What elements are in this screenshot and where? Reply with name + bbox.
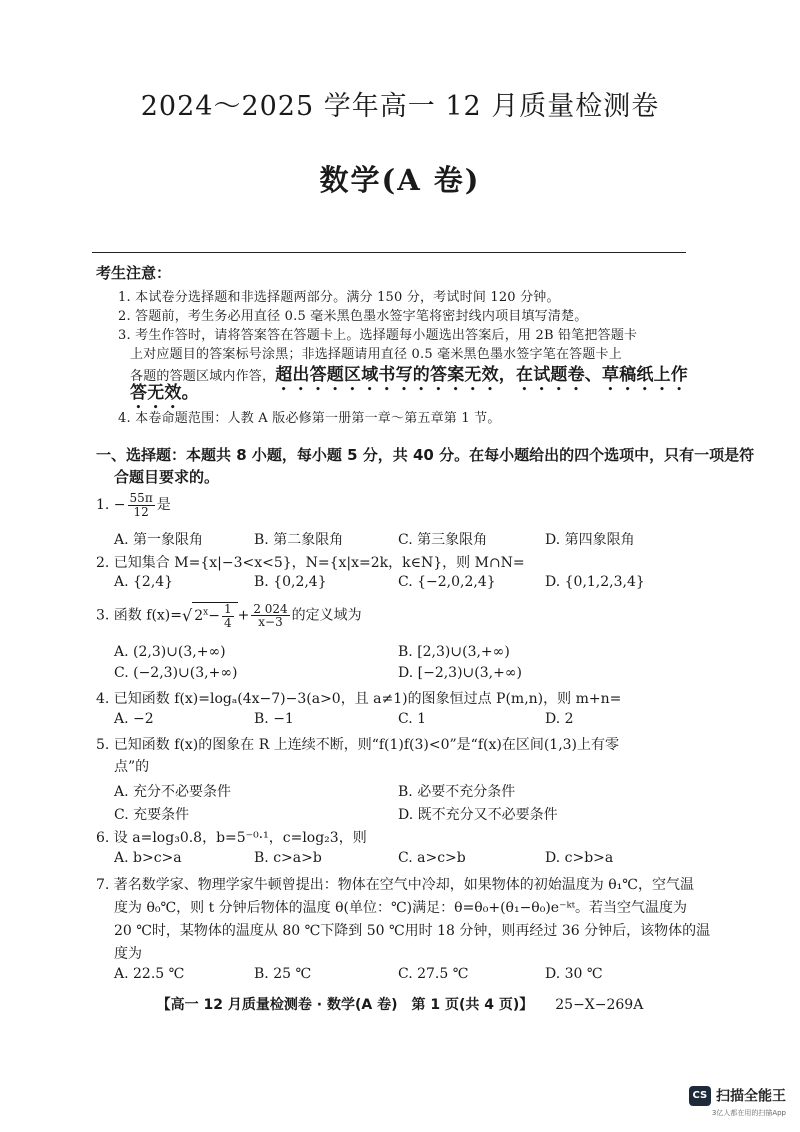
question-7-line2: 度为 θ₀℃，则 t 分钟后物体的温度 θ(单位：℃)满足：θ=θ₀+(θ₁−θ₀)e⁻ᵏᵗ。若当空气温度为 — [114, 900, 688, 916]
question-5-cont: 点”的 — [114, 759, 150, 775]
sqrt-sign: √ — [182, 606, 193, 626]
question-7-line4: 度为 — [114, 946, 142, 962]
q4-option-c: C. 1 — [398, 711, 427, 727]
question-2: 2. 已知集合 M={x|−3<x<5}，N={x|x=2k，k∈N}，则 M∩N= — [96, 555, 525, 571]
q4-option-d: D. 2 — [545, 711, 574, 727]
q6-option-b: B. c>a>b — [254, 850, 322, 866]
q6-option-d: D. c>b>a — [545, 850, 614, 866]
q1-option-b: B. 第二象限角 — [254, 532, 344, 548]
q2-option-b: B. {0,2,4} — [254, 574, 327, 590]
q3-option-b: B. [2,3)∪(3,+∞) — [398, 644, 510, 660]
notice-item-2: 2. 答题前，考生务必用直径 0.5 毫米黑色墨水签字笔将密封线内项目填写清楚。 — [118, 309, 588, 324]
q1-fraction — [128, 492, 155, 518]
q1-option-c: C. 第三象限角 — [398, 532, 488, 548]
question-1 — [96, 492, 171, 518]
notice-item-3-cont2 — [130, 360, 688, 395]
scanner-watermark — [689, 1085, 786, 1118]
q7-option-c: C. 27.5 ℃ — [398, 966, 469, 982]
watermark-tagline: 3亿人都在用的扫描App — [711, 1108, 786, 1117]
q1-prefix: 1. − — [96, 497, 126, 514]
q3-option-a: A. (2,3)∪(3,+∞) — [114, 644, 226, 660]
q3-f2-num: 2 024 — [253, 601, 288, 616]
camscanner-logo-icon: CS — [689, 1086, 711, 1106]
q3-f1-num: 1 — [223, 602, 232, 616]
q3-plus: + — [237, 607, 250, 624]
q3-option-d: D. [−2,3)∪(3,+∞) — [398, 665, 522, 681]
notice-item-1: 1. 本试卷分选择题和非选择题两部分。满分 150 分，考试时间 120 分钟。 — [118, 290, 560, 305]
q7-option-d: D. 30 ℃ — [545, 966, 603, 982]
notice-item-4: 4. 本卷命题范围：人教 A 版必修第一册第一章～第五章第 1 节。 — [118, 411, 501, 426]
q7-option-b: B. 25 ℃ — [254, 966, 312, 982]
notice-heading: 考生注意： — [96, 264, 172, 282]
exam-title: 2024～2025 学年高一 12 月质量检测卷 — [140, 91, 660, 122]
question-4: 4. 已知函数 f(x)=logₐ(4x−7)−3(a>0，且 a≠1)的图象恒过点 P(m,n)，则 m+n= — [96, 691, 622, 707]
notice-item-3-cont: 上对应题目的答案标号涂黑；非选择题请用直径 0.5 毫米黑色墨水签字笔在答题卡上 — [130, 347, 622, 362]
footer-text: 【高一 12 月质量检测卷 · 数学(A 卷) 第 1 页(共 4 页)】 — [156, 997, 534, 1013]
q3-minus: − — [208, 608, 220, 625]
question-6: 6. 设 a=log₃0.8，b=5⁻⁰·¹，c=log₂3，则 — [96, 830, 367, 846]
q3-prefix: 3. 函数 f(x)= — [96, 607, 182, 624]
q2-option-d: D. {0,1,2,3,4} — [545, 574, 645, 590]
q3-f1-den: 4 — [223, 615, 232, 630]
q1-option-a: A. 第一象限角 — [114, 532, 204, 548]
header-divider — [92, 252, 686, 253]
q5-option-b: B. 必要不充分条件 — [398, 784, 516, 800]
question-7-line3: 20 ℃时，某物体的温度从 80 ℃下降到 50 ℃用时 18 分钟，则再经过 36 分钟后，该物体的温 — [114, 923, 711, 939]
section-heading: 一、选择题：本题共 8 小题，每小题 5 分，共 40 分。在每小题给出的四个选项中，只有一项是符 — [96, 446, 755, 464]
q1-denominator: 12 — [133, 504, 149, 519]
q6-option-a: A. b>c>a — [114, 850, 182, 866]
notice-item-3: 3. 考生作答时，请将答案答在答题卡上。选择题每小题选出答案后，用 2B 铅笔把答题卡 — [118, 328, 638, 343]
footer-code: 25−X−269A — [555, 997, 644, 1013]
notice-item-3-plain: 各题的答题区域内作答， — [130, 369, 276, 384]
q3-option-c: C. (−2,3)∪(3,+∞) — [114, 665, 238, 681]
q3-exponent: x — [203, 607, 209, 618]
q6-option-c: C. a>c>b — [398, 850, 466, 866]
q1-numerator: 55π — [129, 491, 153, 505]
exam-subtitle: 数学(A 卷) — [319, 163, 481, 197]
q2-option-c: C. {−2,0,2,4} — [398, 574, 496, 590]
notice-item-3-emphasis-end: 答无效。 — [130, 383, 199, 403]
q3-base: 2 — [194, 608, 204, 625]
q1-suffix: 是 — [156, 497, 171, 514]
q3-fraction-1 — [222, 603, 234, 629]
question-7: 7. 著名数学家、物理学家牛顿曾提出：物体在空气中冷却，如果物体的初始温度为 θ₁℃，空气温 — [96, 877, 694, 893]
q1-option-d: D. 第四象限角 — [545, 532, 635, 548]
q2-option-a: A. {2,4} — [114, 574, 174, 590]
q4-option-a: A. −2 — [114, 711, 154, 727]
watermark-name: 扫描全能王 — [716, 1088, 786, 1105]
q5-option-a: A. 充分不必要条件 — [114, 784, 232, 800]
section-heading-cont: 合题目要求的。 — [114, 468, 220, 486]
notice-item-3-emphasis: 超出答题区域书写的答案无效，在试题卷、草稿纸上作 — [275, 365, 689, 385]
q3-suffix: 的定义域为 — [291, 607, 362, 624]
q5-option-c: C. 充要条件 — [114, 807, 190, 823]
q3-radicand — [192, 602, 237, 629]
q3-f2-den: x−3 — [258, 615, 283, 630]
question-5: 5. 已知函数 f(x)的图象在 R 上连续不断，则“f(1)f(3)<0”是“f(x)在区间(1,3)上有零 — [96, 737, 620, 753]
question-3 — [96, 602, 362, 629]
q7-option-a: A. 22.5 ℃ — [114, 966, 185, 982]
q5-option-d: D. 既不充分又不必要条件 — [398, 807, 558, 823]
page-footer — [0, 994, 800, 1014]
q4-option-b: B. −1 — [254, 711, 294, 727]
q3-fraction-2 — [251, 603, 289, 629]
